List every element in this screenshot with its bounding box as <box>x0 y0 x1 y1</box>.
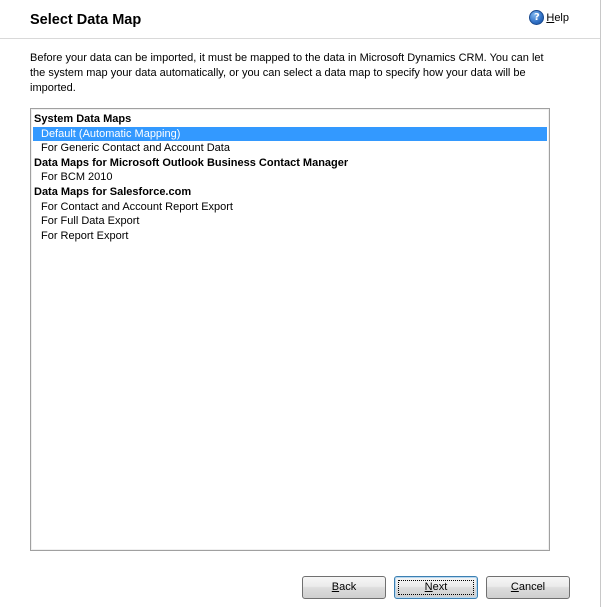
intro-text: Before your data can be imported, it must be mapped to the data in Microsoft Dynamics CRM. You can let the system map your data automatically, or you can select a data map to specify how your data will be imported. <box>30 52 544 94</box>
cancel-label: ancel <box>518 581 546 593</box>
next-button[interactable] <box>394 576 478 599</box>
help-icon: ? <box>529 10 544 25</box>
data-map-list <box>33 112 547 243</box>
help-link[interactable] <box>529 10 569 25</box>
title-divider <box>0 38 600 39</box>
list-item-default-automatic-mapping[interactable]: Default (Automatic Mapping) <box>33 127 547 142</box>
help-label-rest: elp <box>554 11 569 24</box>
page-title: Select Data Map <box>30 12 142 28</box>
group-header: Data Maps for Salesforce.com <box>34 185 192 198</box>
back-button[interactable] <box>302 576 386 599</box>
cancel-accel: C <box>510 581 519 593</box>
list-item-contact-account-report-export[interactable]: For Contact and Account Report Export <box>41 200 233 213</box>
list-item-bcm-2010[interactable]: For BCM 2010 <box>41 171 113 184</box>
list-item-generic-contact-account[interactable]: For Generic Contact and Account Data <box>41 142 230 155</box>
next-label: ext <box>432 581 448 593</box>
help-label-accel: H <box>546 11 555 24</box>
next-accel: N <box>424 581 433 593</box>
back-accel: B <box>331 581 340 593</box>
group-header: System Data Maps <box>34 113 132 125</box>
back-label: ack <box>339 581 357 593</box>
help-label <box>546 12 569 24</box>
cancel-button[interactable] <box>486 576 570 599</box>
list-item-full-data-export[interactable]: For Full Data Export <box>41 215 140 228</box>
group-header: Data Maps for Microsoft Outlook Business Contact Manager <box>34 156 349 169</box>
list-item-report-export[interactable]: For Report Export <box>41 229 129 242</box>
data-map-listbox[interactable] <box>30 108 550 551</box>
